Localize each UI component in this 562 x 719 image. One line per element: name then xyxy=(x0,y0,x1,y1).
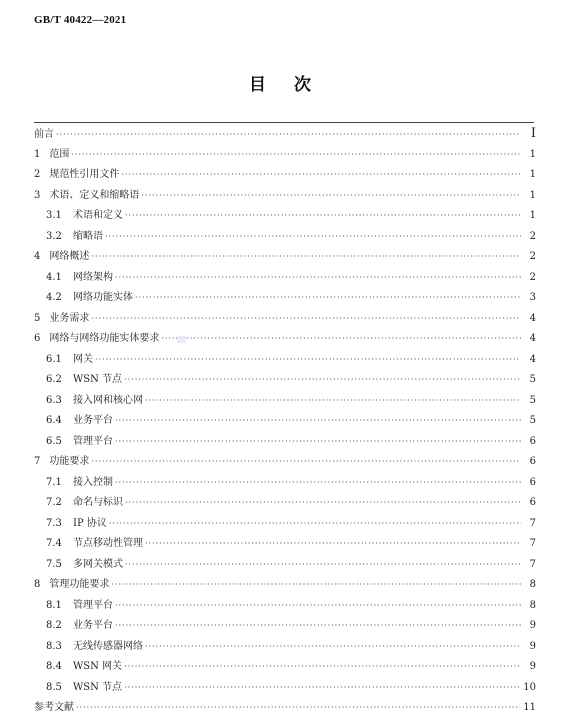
toc-entry[interactable] xyxy=(34,370,536,391)
toc-entry-number: 8 xyxy=(34,579,41,590)
toc-entry[interactable] xyxy=(34,493,536,514)
toc-entry-number: 8.4 xyxy=(46,661,62,672)
toc-entry-page: 5 xyxy=(529,394,536,406)
toc-entry-page: 8 xyxy=(529,579,536,590)
toc-entry[interactable] xyxy=(34,350,536,371)
toc-dot-leader xyxy=(121,165,521,186)
toc-entry-number: 6.5 xyxy=(46,435,62,447)
toc-entry-page: 2 xyxy=(529,230,536,242)
toc-dot-leader xyxy=(109,514,521,535)
toc-dot-leader xyxy=(145,391,521,412)
toc-entry-label: 规范性引用文件 xyxy=(49,169,120,180)
toc-entry-label: 管理功能要求 xyxy=(49,579,110,590)
toc-entry-page: 9 xyxy=(529,620,536,631)
toc-entry-page: 6 xyxy=(529,456,536,467)
toc-entry-page: 6 xyxy=(529,476,536,488)
toc-entry-label: 节点移动性管理 xyxy=(73,538,143,549)
toc-dot-leader xyxy=(125,555,521,576)
toc-dot-leader xyxy=(91,452,521,473)
toc-entry-page: 1 xyxy=(529,169,536,180)
toc-dot-leader xyxy=(91,247,521,268)
toc-dot-leader xyxy=(95,350,521,371)
toc-dot-leader xyxy=(161,329,521,350)
toc-entry-page: 7 xyxy=(529,517,536,529)
toc-entry-page: 11 xyxy=(523,702,536,713)
toc-entry-label: 业务平台 xyxy=(73,415,113,426)
toc-entry-label: 网络与网络功能实体要求 xyxy=(49,333,160,344)
toc-entry-label: 术语、定义和缩略语 xyxy=(49,189,140,201)
toc-entry-number: 7 xyxy=(34,456,41,467)
toc-entry-label: 业务平台 xyxy=(73,620,113,631)
toc-entry-number: 3.2 xyxy=(46,230,62,242)
toc-entry-number: 6.3 xyxy=(46,394,62,406)
toc-entry-page: 9 xyxy=(529,661,536,672)
toc-dot-leader xyxy=(124,370,521,391)
toc-entry-page: 5 xyxy=(529,374,536,385)
toc-entry[interactable] xyxy=(34,698,536,719)
toc-entry-label: 参考文献 xyxy=(34,702,74,713)
toc-entry[interactable] xyxy=(34,329,536,350)
toc-entry-number: 8.2 xyxy=(46,620,62,631)
toc-entry-label: WSN 节点 xyxy=(73,681,123,693)
toc-dot-leader xyxy=(145,534,521,555)
toc-entry[interactable] xyxy=(34,247,536,268)
toc-entry-label: 网络架构 xyxy=(73,271,113,283)
toc-entry-label: 无线传感器网络 xyxy=(73,640,143,652)
toc-entry-number: 3 xyxy=(34,189,41,201)
toc-entry[interactable] xyxy=(34,309,536,330)
toc-entry-page: 7 xyxy=(529,538,536,549)
toc-dot-leader xyxy=(124,678,520,699)
toc-entry-number: 6.2 xyxy=(46,374,62,385)
toc-entry-page: 4 xyxy=(529,353,536,365)
toc-dot-leader xyxy=(145,637,521,658)
toc-entry-label: 网关 xyxy=(73,353,93,365)
toc-dot-leader xyxy=(115,432,521,453)
toc-entry-number: 4.2 xyxy=(46,292,62,303)
toc-entry[interactable] xyxy=(34,165,536,186)
toc-dot-leader xyxy=(115,616,521,637)
toc-entry-label: 术语和定义 xyxy=(73,210,123,221)
toc-entry[interactable] xyxy=(34,432,536,453)
toc-entry-number: 4 xyxy=(34,251,41,262)
toc-entry-number: 3.1 xyxy=(46,210,62,221)
standard-code: GB/T 40422—2021 xyxy=(34,14,127,26)
toc-entry[interactable] xyxy=(34,288,536,309)
toc-entry-number: 6.4 xyxy=(46,415,62,426)
toc-entry-label: 业务需求 xyxy=(49,312,90,324)
toc-entry[interactable] xyxy=(34,186,536,207)
toc-dot-leader xyxy=(105,227,521,248)
toc-entry-label: 接入控制 xyxy=(73,476,113,488)
toc-dot-leader xyxy=(115,473,521,494)
toc-entry-page: 8 xyxy=(529,599,536,611)
toc-entry-label: 管理平台 xyxy=(73,599,113,611)
toc-dot-leader xyxy=(115,411,521,432)
toc-title xyxy=(0,70,562,95)
toc-entry-number: 5 xyxy=(34,312,41,324)
toc-entry-number: 1 xyxy=(34,148,41,160)
toc-entry[interactable] xyxy=(34,678,536,699)
toc-entry-page: 6 xyxy=(529,435,536,447)
toc-top-rule xyxy=(34,122,534,123)
toc-entry-page: 1 xyxy=(529,148,536,160)
toc-entry-page: 2 xyxy=(529,251,536,262)
toc-entry[interactable] xyxy=(34,452,536,473)
toc-entry[interactable] xyxy=(34,534,536,555)
toc-entry-page: 4 xyxy=(529,333,536,344)
toc-entry-label: 命名与标识 xyxy=(73,497,123,508)
toc-entry-label: IP 协议 xyxy=(73,517,107,529)
toc-dot-leader xyxy=(141,186,521,207)
toc-entry-label: 前言 xyxy=(34,129,54,140)
toc-entry[interactable] xyxy=(34,473,536,494)
toc-entry-label: 网络概述 xyxy=(49,251,90,262)
toc-entry-number: 8.5 xyxy=(46,681,62,693)
toc-entry-label: 缩略语 xyxy=(73,230,103,242)
toc-entry[interactable] xyxy=(34,206,536,227)
toc-entry[interactable] xyxy=(34,616,536,637)
toc-dot-leader xyxy=(125,206,521,227)
toc-entry-page: 6 xyxy=(529,497,536,508)
toc-entry[interactable] xyxy=(34,596,536,617)
toc-entry-number: 6.1 xyxy=(46,353,62,365)
toc-entry-number: 4.1 xyxy=(46,271,62,283)
toc-entry-label: WSN 节点 xyxy=(73,374,123,385)
toc-title-part1: 目 xyxy=(249,75,268,95)
toc-entry[interactable] xyxy=(34,145,536,166)
toc-entry[interactable] xyxy=(34,555,536,576)
toc-entry-page: 5 xyxy=(529,415,536,426)
toc-entry-number: 2 xyxy=(34,169,41,180)
toc-title-part2: 次 xyxy=(294,75,313,95)
toc-entry-page: 2 xyxy=(529,271,536,283)
toc-entry-label: 网络功能实体 xyxy=(73,292,133,303)
toc-entry-number: 8.1 xyxy=(46,599,62,611)
toc-entry-label: 范围 xyxy=(49,148,70,160)
toc-dot-leader xyxy=(135,288,521,309)
toc-entry-number: 7.4 xyxy=(46,538,62,549)
toc-dot-leader xyxy=(111,575,521,596)
toc-dot-leader xyxy=(76,698,520,719)
toc-entry[interactable] xyxy=(34,637,536,658)
toc-entry-number: 7.3 xyxy=(46,517,62,529)
toc-dot-leader xyxy=(56,125,521,146)
toc-entry-label: 接入网和核心网 xyxy=(73,394,143,406)
toc-dot-leader xyxy=(115,268,521,289)
toc-entry[interactable] xyxy=(34,411,536,432)
toc-dot-leader xyxy=(71,145,521,166)
toc-entry[interactable] xyxy=(34,268,536,289)
toc-entry-number: 6 xyxy=(34,333,41,344)
toc-entry-number: 7.1 xyxy=(46,476,62,488)
toc-entry[interactable] xyxy=(34,514,536,535)
toc-entry[interactable] xyxy=(34,391,536,412)
toc-entry-number: 7.5 xyxy=(46,558,62,570)
toc-entry-label: WSN 网关 xyxy=(73,661,123,672)
toc-entry-page: 3 xyxy=(529,292,536,303)
toc-entry-number: 7.2 xyxy=(46,497,62,508)
toc-entry-page: 1 xyxy=(529,189,536,201)
toc-entry[interactable] xyxy=(34,657,536,678)
toc-entry-label: 管理平台 xyxy=(73,435,113,447)
toc-entry[interactable] xyxy=(34,124,536,145)
toc-entry-label: 多网关模式 xyxy=(73,558,123,570)
toc-entry-page: 1 xyxy=(529,210,536,221)
toc-entry-page: 7 xyxy=(529,558,536,570)
toc-entry-label: 功能要求 xyxy=(49,456,90,467)
toc-dot-leader xyxy=(124,657,521,678)
toc-entry-page: 4 xyxy=(529,312,536,324)
toc-entry-page: 10 xyxy=(523,681,536,693)
toc-list xyxy=(34,124,536,719)
toc-dot-leader xyxy=(125,493,521,514)
toc-entry[interactable] xyxy=(34,575,536,596)
toc-entry-page: 9 xyxy=(529,640,536,652)
toc-dot-leader xyxy=(91,309,521,330)
toc-entry-number: 8.3 xyxy=(46,640,62,652)
toc-entry[interactable] xyxy=(34,227,536,248)
watermark-mark xyxy=(177,336,186,343)
toc-dot-leader xyxy=(115,596,521,617)
toc-entry-page: Ⅰ xyxy=(530,126,536,141)
